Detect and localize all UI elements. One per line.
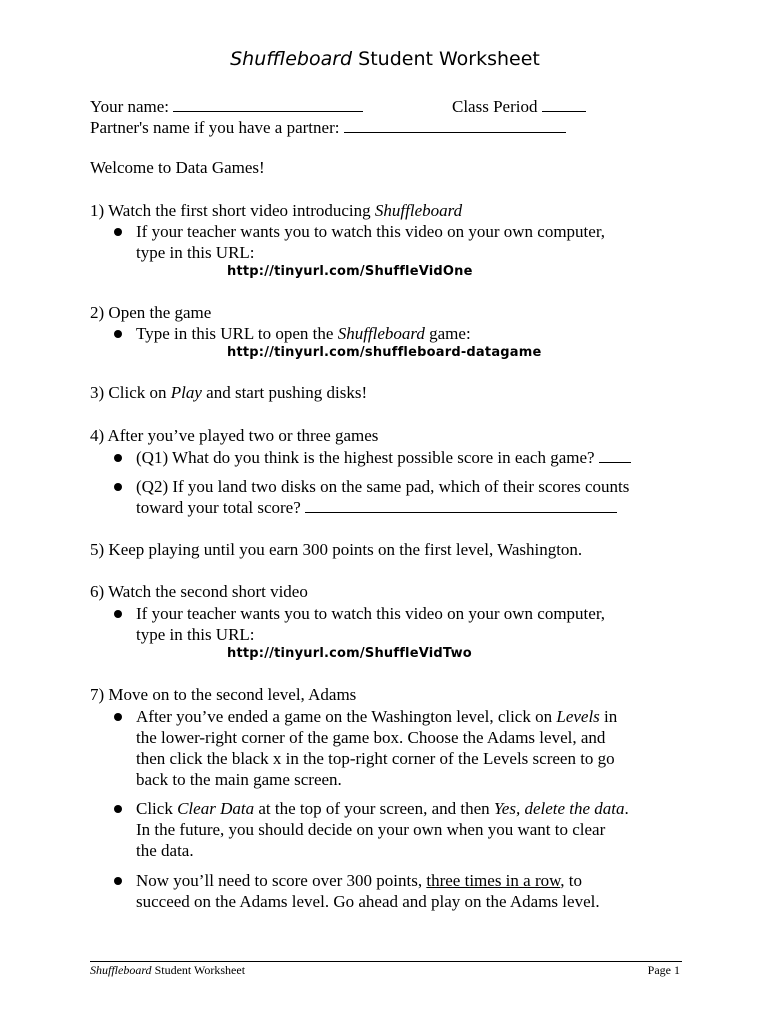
step-6-bullet-line-1: If your teacher wants you to watch this video on your own computer, [136,604,606,623]
bullet-icon [114,483,122,491]
b2-mid: at the top of your screen, and then [254,799,494,818]
your-name-blank[interactable] [173,99,363,112]
step-7-bullet-1-line-1 [136,707,617,727]
question-1-text: (Q1) What do you think is the highest possible score in each game? [136,448,595,467]
step-7-heading: 7) Move on to the second level, Adams [90,685,357,704]
b3-post: , to [560,871,583,890]
partner-blank[interactable] [344,120,566,133]
title-italic: Shuffleboard [230,48,353,70]
step-7-bullet-2-line-1 [136,799,629,819]
footer-rest: Student Worksheet [151,963,246,977]
step-1-bullet-line-1: If your teacher wants you to watch this video on your own computer, [136,222,606,241]
partner-label: Partner's name if you have a partner: [90,118,340,137]
b1-italic: Levels [556,707,600,726]
bullet-icon [114,454,122,462]
step-1-bullet-line-2: type in this URL: [136,243,255,262]
step-7-bullet-1-line-3: then click the black x in the top-right corner of the Levels screen to go [136,749,615,768]
step-2-bullet [136,324,471,344]
footer-italic: Shuffleboard [90,963,152,977]
question-2-line-1: (Q2) If you land two disks on the same pad, which of their scores counts [136,477,630,496]
step-6-bullet-line-2: type in this URL: [136,625,255,644]
question-2-text: toward your total score? [136,498,301,517]
step-7-bullet-3-line-2: succeed on the Adams level. Go ahead and play on the Adams level. [136,892,600,911]
footer-divider [90,961,682,962]
video-one-url[interactable]: http://tinyurl.com/ShuffleVidOne [227,264,473,279]
step-2-bullet-pre: Type in this URL to open the [136,324,338,343]
step-7-bullet-1-line-2: the lower-right corner of the game box. Choose the Adams level, and [136,728,606,747]
footer-title [90,963,245,978]
welcome-text: Welcome to Data Games! [90,158,265,177]
class-period-blank[interactable] [542,99,586,112]
partner-row [90,118,566,138]
step-3-post: and start pushing disks! [201,383,368,402]
b3-pre: Now you’ll need to score over 300 points, [136,871,427,890]
game-url[interactable]: http://tinyurl.com/shuffleboard-datagame [227,345,542,360]
step-1-italic: Shuffleboard [374,201,463,220]
b2-pre: Click [136,799,178,818]
b2-italic-2: Yes, delete the data [493,799,625,818]
step-2-heading: 2) Open the game [90,303,212,322]
class-period-label: Class Period [452,97,538,116]
bullet-icon [114,877,122,885]
step-2-bullet-italic: Shuffleboard [337,324,425,343]
step-7-bullet-2-line-2: In the future, you should decide on your own when you want to clear [136,820,606,839]
question-1-blank[interactable] [599,450,631,463]
bullet-icon [114,330,122,338]
question-2-blank[interactable] [305,500,617,513]
step-3-italic: Play [170,383,202,402]
step-5-text: 5) Keep playing until you earn 300 points on the first level, Washington. [90,540,583,559]
your-name-row [90,97,363,117]
step-3-pre: 3) Click on [90,383,171,402]
step-3-text [90,383,367,403]
bullet-icon [114,228,122,236]
b1-pre: After you’ve ended a game on the Washington level, click on [136,707,557,726]
title-rest: Student Worksheet [352,48,540,70]
page-title [0,48,770,70]
step-7-bullet-1-line-4: back to the main game screen. [136,770,342,789]
step-7-bullet-2-line-3: the data. [136,841,194,860]
class-period-row [452,97,586,117]
step-2-bullet-post: game: [424,324,471,343]
step-7-bullet-3-line-1 [136,871,582,891]
page-number: Page 1 [647,963,680,977]
step-4-heading: 4) After you’ve played two or three games [90,426,379,445]
b3-underline: three times in a row [426,871,561,890]
your-name-label: Your name: [90,97,170,116]
b1-post: in [599,707,618,726]
question-2-line-2 [136,498,617,518]
b2-italic-1: Clear Data [177,799,255,818]
b2-post: . [624,799,629,818]
step-6-heading: 6) Watch the second short video [90,582,308,601]
step-1-prefix: 1) Watch the first short video introducing [90,201,375,220]
question-1 [136,448,631,468]
video-two-url[interactable]: http://tinyurl.com/ShuffleVidTwo [227,646,472,661]
bullet-icon [114,713,122,721]
step-1-heading [90,201,462,221]
bullet-icon [114,610,122,618]
bullet-icon [114,805,122,813]
